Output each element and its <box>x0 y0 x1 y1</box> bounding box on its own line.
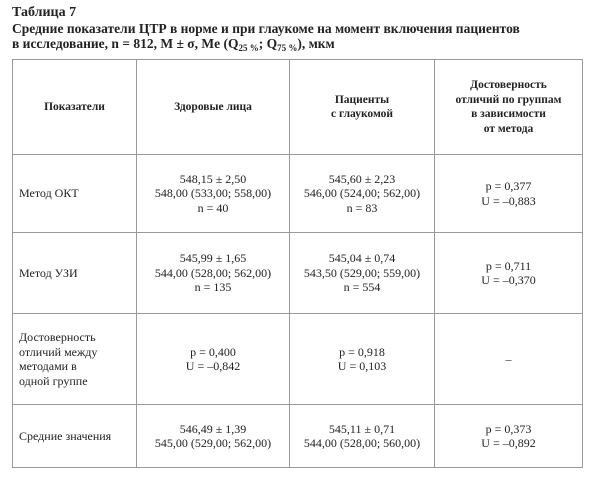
cell-line: U = 0,103 <box>337 359 387 373</box>
cell-line: n = 40 <box>197 200 229 215</box>
cell-line: U = –0,883 <box>481 193 536 208</box>
cell-glaucoma <box>290 155 435 233</box>
row-label <box>13 314 137 405</box>
caption-line-2-suffix: ), мкм <box>297 36 335 51</box>
cell-healthy <box>137 233 290 314</box>
header-indicators: Показатели <box>13 60 137 155</box>
header-significance-line: от метода <box>483 122 534 135</box>
cell-line: U = –0,370 <box>481 273 536 287</box>
cell-significance <box>435 405 583 468</box>
cell-line: 545,00 (529,00; 562,00) <box>154 436 272 450</box>
cell-line: 544,00 (528,00; 560,00) <box>303 436 421 450</box>
cell-line: p = 0,918 <box>339 344 385 359</box>
caption-line-2-prefix: в исследование, n = 812, M ± σ, Me (Q <box>12 36 239 51</box>
cell-line: 545,04 ± 0,74 <box>328 251 396 266</box>
cell-line: p = 0,400 <box>190 344 236 359</box>
cell-line: 546,49 ± 1,39 <box>179 421 247 436</box>
cell-healthy <box>137 405 290 468</box>
header-significance-line: отличий по группам <box>455 93 562 106</box>
caption-q1-subscript: 25 % <box>238 43 259 53</box>
caption-q2-subscript: 75 % <box>277 43 298 53</box>
cell-line: 543,50 (529,00; 559,00) <box>303 265 421 280</box>
table-caption <box>12 21 608 51</box>
cell-glaucoma <box>290 405 435 468</box>
header-glaucoma-line: с глаукомой <box>330 108 394 120</box>
results-table <box>12 59 583 468</box>
row-label-line: Средние значения <box>19 428 112 443</box>
header-glaucoma-line: Пациенты <box>334 93 390 106</box>
caption-separator: ; Q <box>258 36 278 51</box>
cell-line: n = 554 <box>343 280 381 295</box>
header-significance-line: в зависимости <box>471 108 546 120</box>
caption-line-2 <box>12 36 608 51</box>
header-significance <box>435 60 583 155</box>
cell-healthy <box>137 314 290 405</box>
table-row-oct <box>13 155 583 233</box>
row-label-line: Метод УЗИ <box>19 265 78 280</box>
row-label-line: отличий между <box>19 344 98 359</box>
row-label-line: Метод ОКТ <box>19 186 79 201</box>
row-label <box>13 155 137 233</box>
cell-line: U = –0,842 <box>185 359 241 373</box>
cell-line: 546,00 (524,00; 562,00) <box>303 186 421 201</box>
cell-line: n = 135 <box>194 280 232 295</box>
cell-significance <box>435 233 583 314</box>
row-label <box>13 405 137 468</box>
row-label-line: Достоверность <box>19 330 96 344</box>
table-row-method-significance <box>13 314 583 405</box>
cell-line: U = –0,892 <box>481 436 536 450</box>
cell-significance <box>435 314 583 405</box>
cell-significance <box>435 155 583 233</box>
table-row-ultrasound <box>13 233 583 314</box>
row-label <box>13 233 137 314</box>
cell-line: p = 0,373 <box>485 421 532 436</box>
row-label-line: одной группе <box>19 373 88 388</box>
cell-line: 545,60 ± 2,23 <box>328 171 396 186</box>
row-label-line: методами в <box>19 359 77 373</box>
cell-line: 544,00 (528,00; 562,00) <box>154 265 272 280</box>
table-number: Таблица 7 <box>12 5 77 20</box>
cell-line: 548,15 ± 2,50 <box>179 171 247 186</box>
cell-glaucoma <box>290 314 435 405</box>
header-glaucoma <box>290 60 435 155</box>
cell-line: p = 0,377 <box>485 179 532 193</box>
header-healthy: Здоровые лица <box>137 60 290 155</box>
header-row <box>13 60 583 155</box>
cell-line: 545,99 ± 1,65 <box>179 251 247 266</box>
cell-line: p = 0,711 <box>485 258 532 273</box>
cell-line: – <box>505 351 512 366</box>
cell-line: n = 83 <box>346 200 378 215</box>
header-significance-line: Достоверность <box>470 79 547 91</box>
table-row-averages <box>13 405 583 468</box>
caption-line-1: Средние показатели ЦТР в норме и при глаукоме на момент включения пациентов <box>12 21 520 36</box>
cell-line: 548,00 (533,00; 558,00) <box>154 186 272 201</box>
cell-glaucoma <box>290 233 435 314</box>
cell-line: 545,11 ± 0,71 <box>328 421 396 436</box>
cell-healthy <box>137 155 290 233</box>
